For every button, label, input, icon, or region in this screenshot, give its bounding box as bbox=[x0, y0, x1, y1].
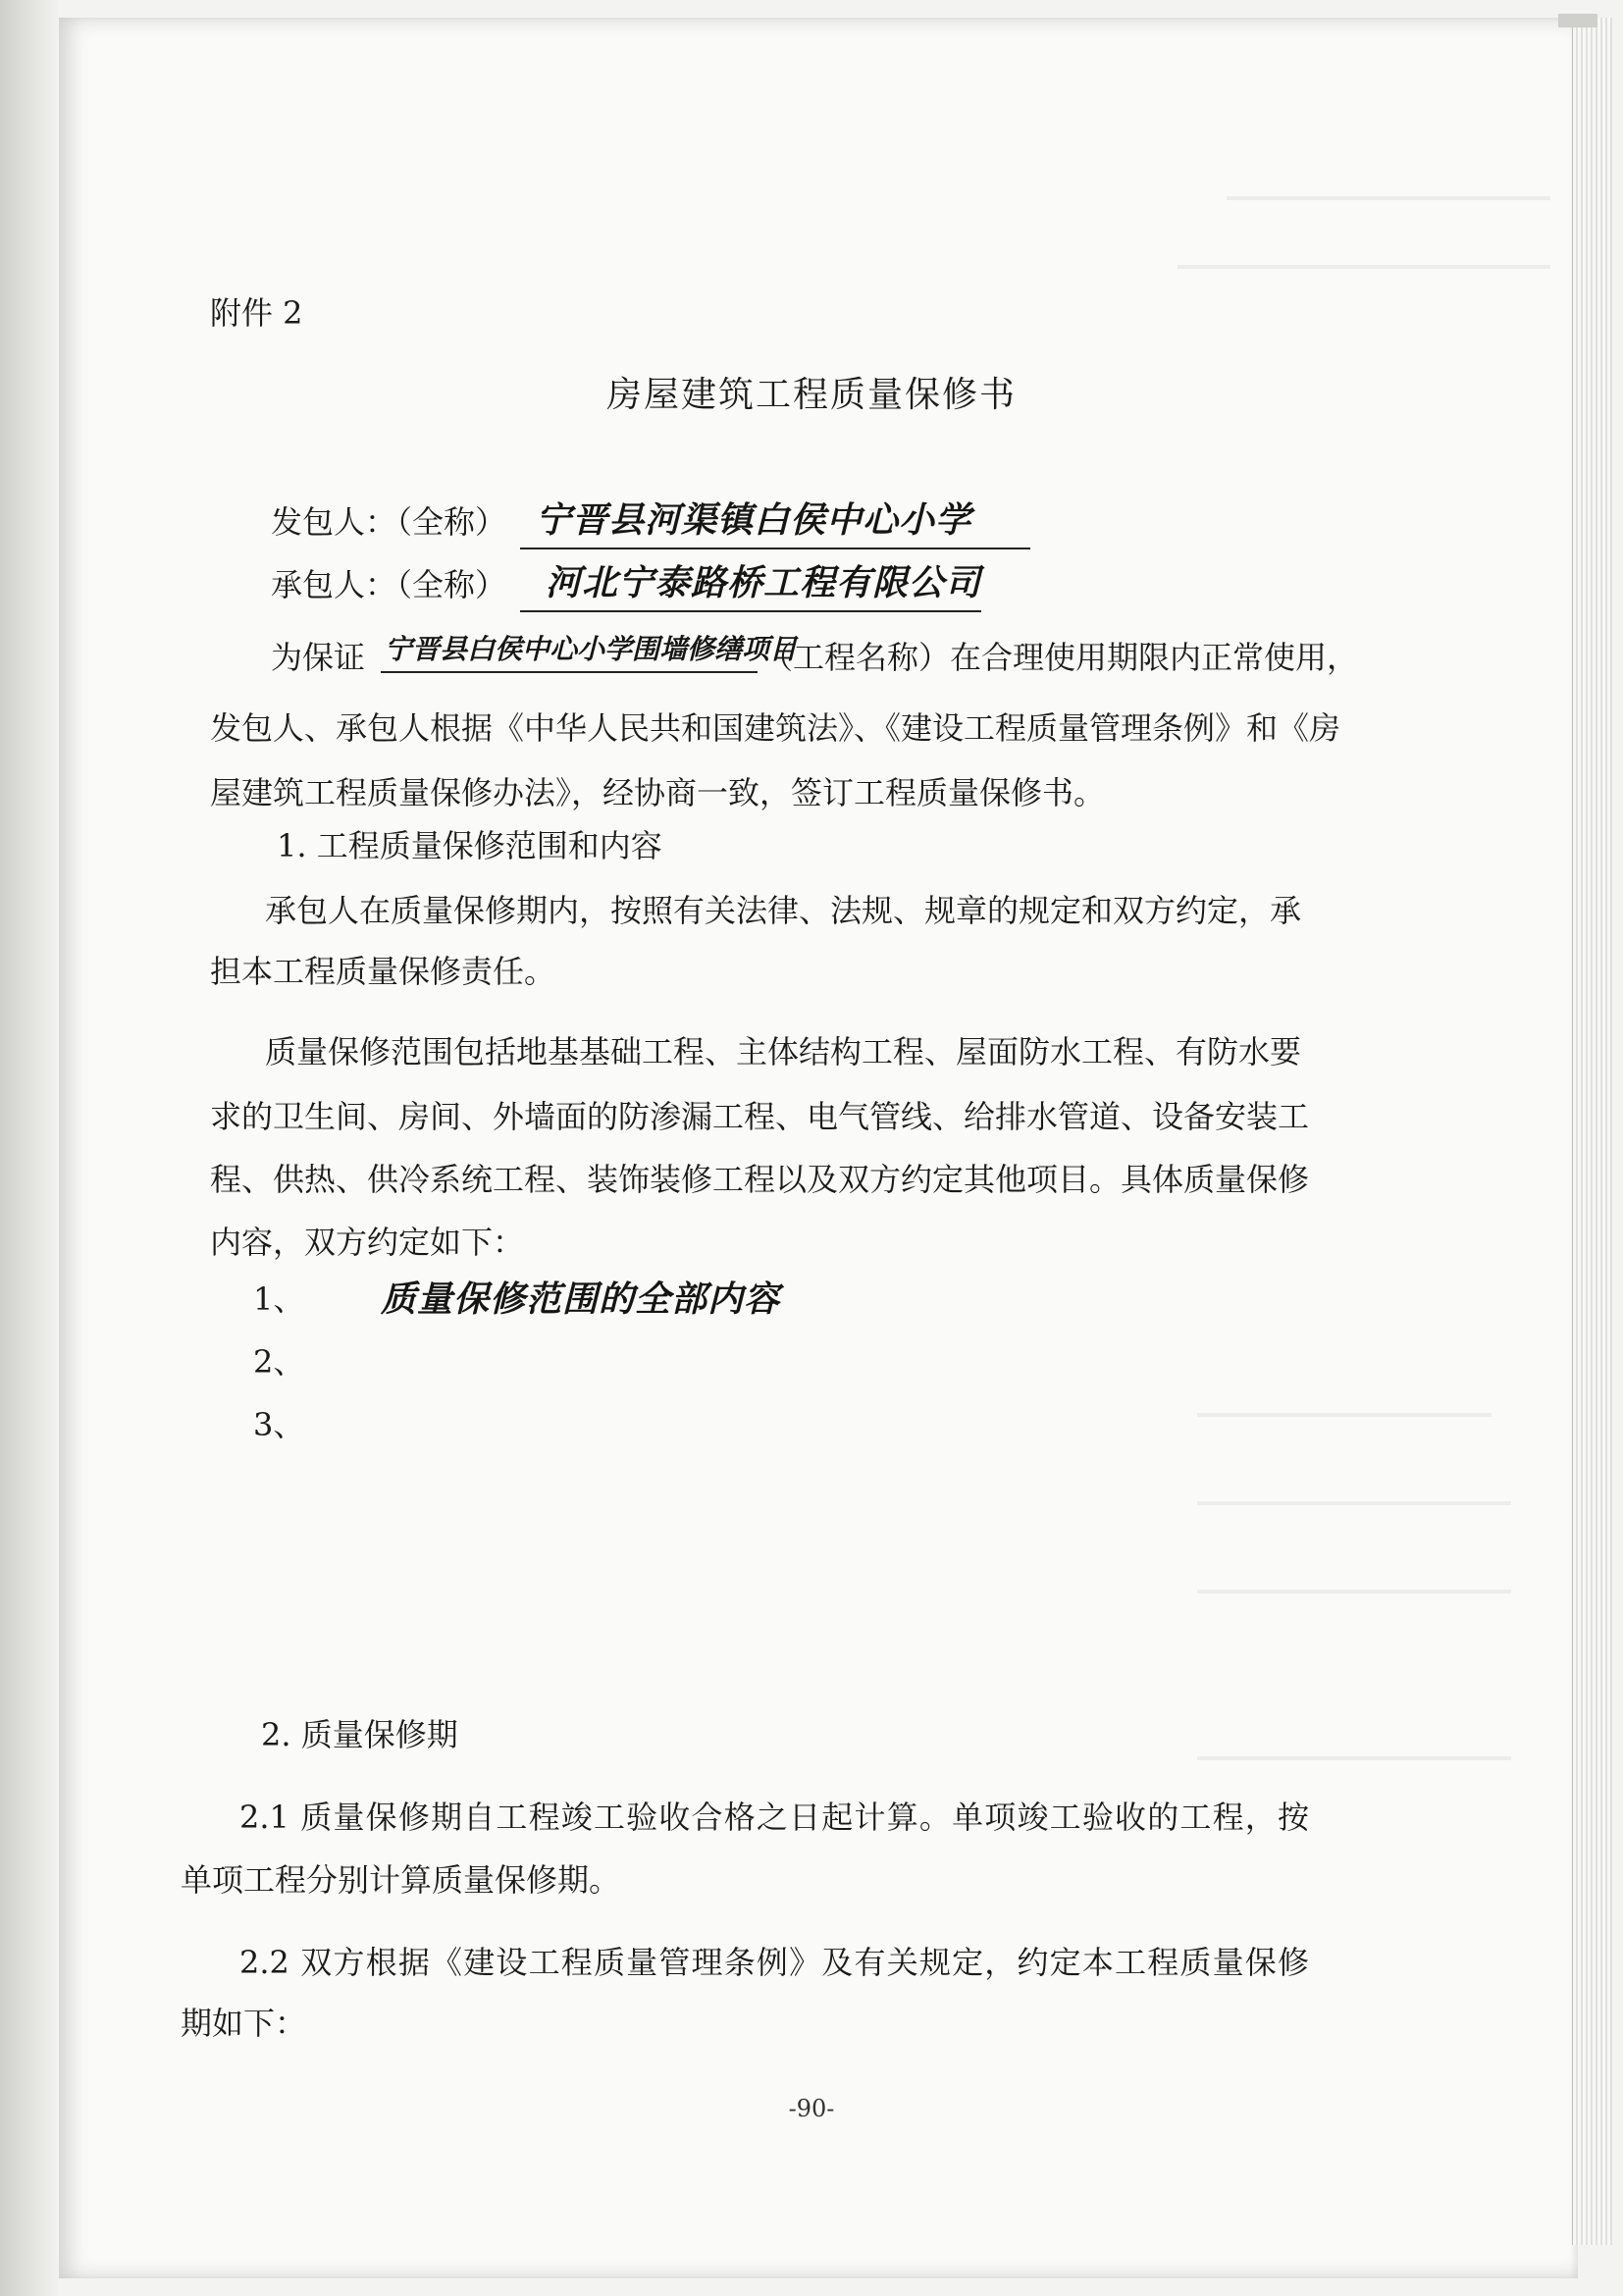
para3-line4: 内容，双方约定如下： bbox=[210, 1224, 525, 1261]
para5-line2: 期如下： bbox=[181, 2005, 307, 2042]
para1-line3: 屋建筑工程质量保修办法》，经协商一致，签订工程质量保修书。 bbox=[210, 774, 1106, 811]
para2-line1: 承包人在质量保修期内，按照有关法律、法规、规章的规定和双方约定，承 bbox=[265, 892, 1302, 929]
employer-name-handwritten: 宁晋县河渠镇白侯中心小学 bbox=[536, 500, 972, 541]
item-1-content-handwritten: 质量保修范围的全部内容 bbox=[381, 1279, 781, 1320]
attachment-label: 附件 2 bbox=[210, 294, 303, 332]
employer-label: 发包人：（全称） bbox=[271, 503, 507, 541]
scan-left-gutter bbox=[0, 0, 61, 2296]
purpose-suffix: （工程名称）在合理使用期限内正常使用， bbox=[761, 639, 1359, 676]
para3-line3: 程、供热、供冷系统工程、装饰装修工程以及双方约定其他项目。具体质量保修 bbox=[210, 1161, 1310, 1198]
stacked-page-edges bbox=[1572, 18, 1612, 2245]
para1-line2: 发包人、承包人根据《中华人民共和国建筑法》、《建设工程质量管理条例》和《房 bbox=[210, 709, 1341, 747]
item-1-number: 1、 bbox=[253, 1280, 305, 1318]
para5-line1: 2.2 双方根据《建设工程质量管理条例》及有关规定，约定本工程质量保修 bbox=[239, 1944, 1309, 1981]
project-name-handwritten: 宁晋县白侯中心小学围墙修缮项目 bbox=[385, 633, 798, 665]
scan-top-edge bbox=[1558, 14, 1597, 27]
para2-line2: 担本工程质量保修责任。 bbox=[210, 953, 556, 990]
para3-line1: 质量保修范围包括地基基础工程、主体结构工程、屋面防水工程、有防水要 bbox=[265, 1033, 1302, 1070]
para4-line2: 单项工程分别计算质量保修期。 bbox=[181, 1861, 621, 1899]
item-3-number: 3、 bbox=[253, 1406, 305, 1443]
purpose-prefix: 为保证 bbox=[271, 639, 366, 676]
employer-underline bbox=[520, 548, 1030, 549]
item-2-number: 2、 bbox=[253, 1343, 305, 1381]
project-underline bbox=[381, 671, 758, 673]
document-page bbox=[59, 18, 1578, 2278]
contractor-name-handwritten: 河北宁泰路桥工程有限公司 bbox=[546, 563, 982, 603]
section2-heading: 2. 质量保修期 bbox=[261, 1716, 458, 1753]
contractor-underline bbox=[520, 610, 981, 612]
document-title: 房屋建筑工程质量保修书 bbox=[605, 375, 1017, 415]
para3-line2: 求的卫生间、房间、外墙面的防渗漏工程、电气管线、给排水管道、设备安装工 bbox=[210, 1098, 1310, 1135]
para4-line1: 2.1 质量保修期自工程竣工验收合格之日起计算。单项竣工验收的工程，按 bbox=[239, 1799, 1309, 1836]
section1-heading: 1. 工程质量保修范围和内容 bbox=[277, 827, 662, 864]
contractor-label: 承包人：（全称） bbox=[271, 566, 507, 603]
page-number: -90- bbox=[788, 2095, 835, 2122]
